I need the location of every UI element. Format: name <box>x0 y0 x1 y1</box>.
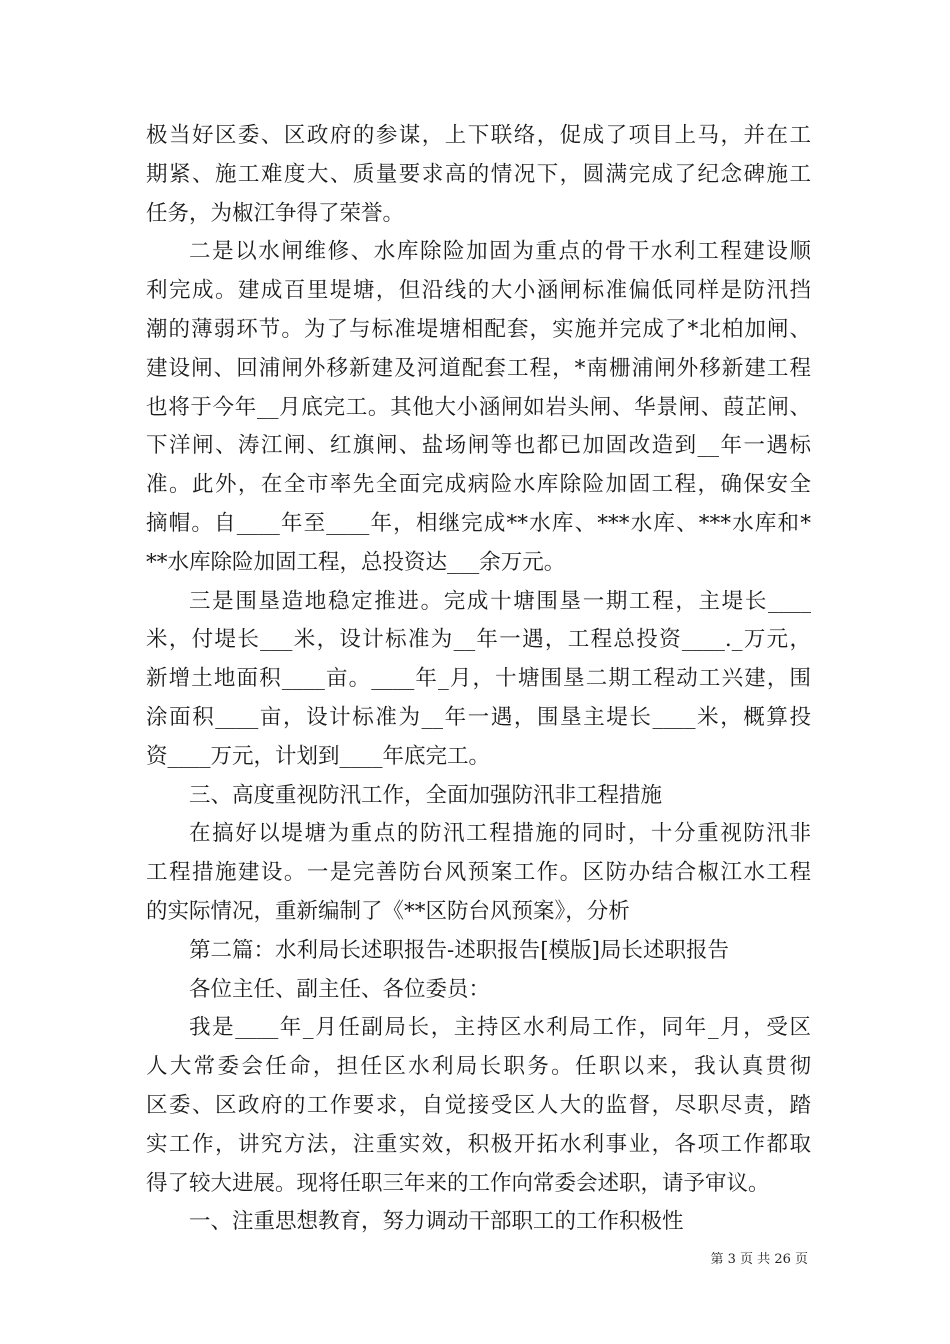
text-line: 利完成。建成百里堤塘，但沿线的大小涵闸标准偏低同样是防汛挡 <box>146 278 811 304</box>
text-line: 涂面积____亩，设计标准为__年一遇，围垦主堤长____米，概算投 <box>146 704 811 730</box>
text-line: 期紧、施工难度大、质量要求高的情况下，圆满完成了纪念碑施工 <box>146 161 811 187</box>
text-line: 摘帽。自____年至____年，相继完成**水库、***水库、***水库和* <box>146 510 811 536</box>
text-line: 第二篇：水利局长述职报告-述职报告[模版]局长述职报告 <box>189 937 730 963</box>
text-line: 潮的薄弱环节。为了与标准堤塘相配套，实施并完成了*北柏加闸、 <box>146 316 811 342</box>
text-line: 二是以水闸维修、水库除险加固为重点的骨干水利工程建设顺 <box>189 239 811 265</box>
text-line: 准。此外，在全市率先全面完成病险水库除险加固工程，确保安全 <box>146 472 811 498</box>
text-line: **水库除险加固工程，总投资达___余万元。 <box>146 549 566 575</box>
text-line: 各位主任、副主任、各位委员： <box>189 976 491 1002</box>
text-line: 实工作，讲究方法，注重实效，积极开拓水利事业，各项工作都取 <box>146 1131 811 1157</box>
text-line: 新增土地面积____亩。____年_月，十塘围垦二期工程动工兴建，围 <box>146 666 811 692</box>
text-line: 区委、区政府的工作要求，自觉接受区人大的监督，尽职尽责，踏 <box>146 1092 811 1118</box>
text-line: 建设闸、回浦闸外移新建及河道配套工程，*南栅浦闸外移新建工程 <box>146 355 811 381</box>
text-line: 工程措施建设。一是完善防台风预案工作。区防办结合椒江水工程 <box>146 860 811 886</box>
text-line: 三、高度重视防汛工作，全面加强防汛非工程措施 <box>189 782 663 808</box>
text-line: 下洋闸、涛江闸、红旗闸、盐场闸等也都已加固改造到__年一遇标 <box>146 433 811 459</box>
text-line: 资____万元，计划到____年底完工。 <box>146 743 491 769</box>
document-body <box>146 117 811 1242</box>
text-line: 人大常委会任命，担任区水利局长职务。任职以来，我认真贯彻 <box>146 1054 811 1080</box>
text-line: 米，付堤长___米，设计标准为__年一遇，工程总投资____._万元， <box>146 627 811 653</box>
page-number-footer: 第 3 页 共 26 页 <box>710 1252 808 1267</box>
text-line: 任务，为椒江争得了荣誉。 <box>146 200 405 226</box>
text-line: 也将于今年__月底完工。其他大小涵闸如岩头闸、华景闸、葭芷闸、 <box>146 394 811 420</box>
text-line: 三是围垦造地稳定推进。完成十塘围垦一期工程，主堤长____ <box>189 588 811 614</box>
text-line: 的实际情况，重新编制了《**区防台风预案》，分析 <box>146 898 630 924</box>
text-line: 我是____年_月任副局长，主持区水利局工作，同年_月，受区 <box>189 1015 811 1041</box>
text-line: 得了较大进展。现将任职三年来的工作向常委会述职，请予审议。 <box>146 1170 770 1196</box>
text-line: 极当好区委、区政府的参谋，上下联络，促成了项目上马，并在工 <box>146 123 811 148</box>
text-line: 在搞好以堤塘为重点的防汛工程措施的同时，十分重视防汛非 <box>189 821 811 847</box>
text-line: 一、注重思想教育，努力调动干部职工的工作积极性 <box>189 1209 684 1235</box>
